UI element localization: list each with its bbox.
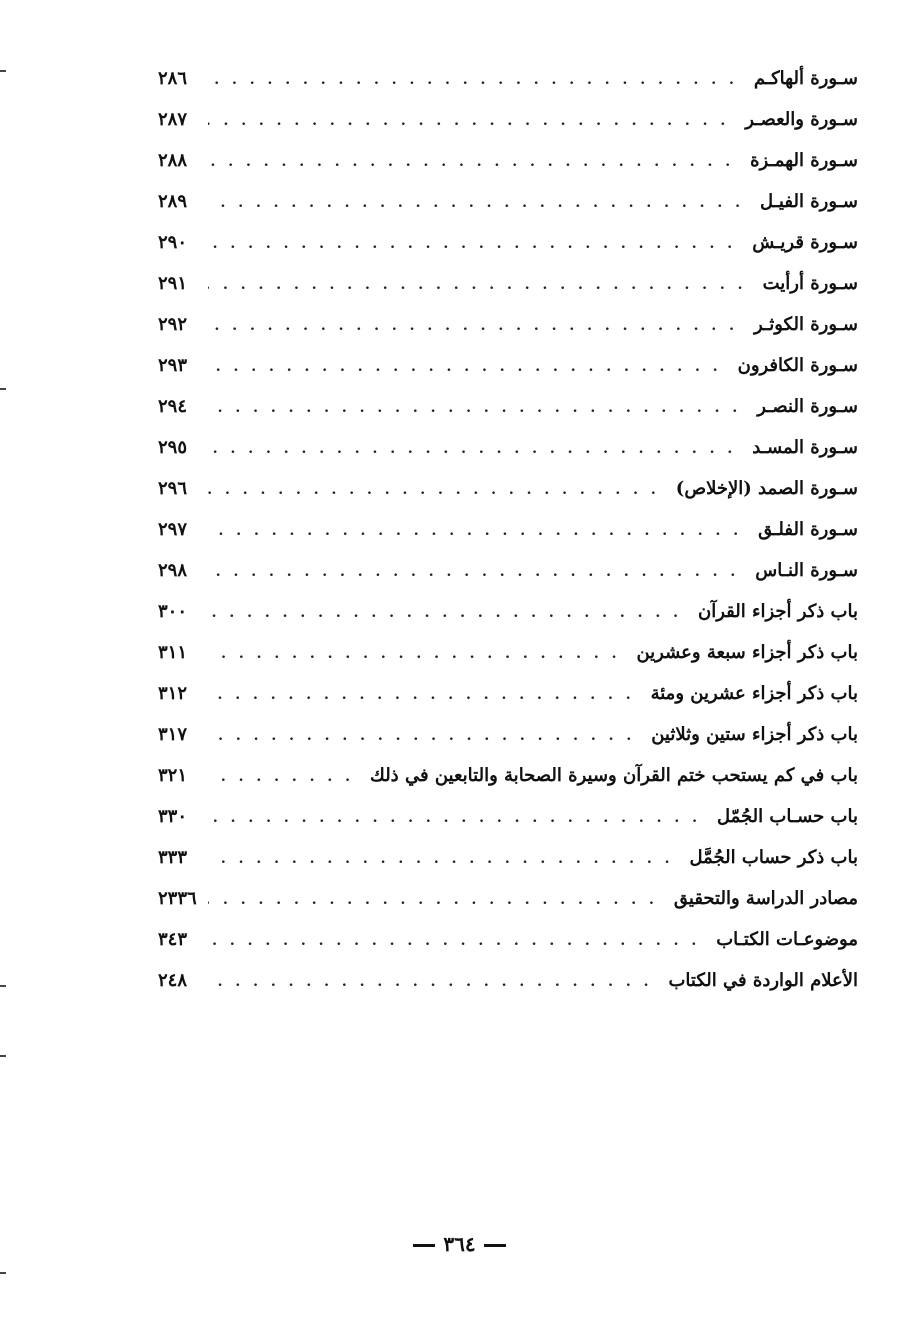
dot-leader <box>208 483 660 497</box>
dot-leader <box>208 975 652 989</box>
toc-entry-title: سـورة الصمد (الإخلاص) <box>675 478 858 499</box>
toc-entry <box>158 765 858 806</box>
toc-entry-page: ٣١١ <box>158 642 188 663</box>
toc-entry <box>158 478 858 519</box>
dot-leader <box>208 401 741 415</box>
dot-leader <box>208 811 701 825</box>
dot-leader <box>208 237 736 251</box>
toc-entry <box>158 191 858 232</box>
toc-entry-page: ٢٩١ <box>158 273 188 294</box>
scan-edge-mark <box>0 388 6 390</box>
dot-leader <box>208 893 658 907</box>
dot-leader <box>208 442 736 456</box>
toc-entry <box>158 560 858 601</box>
toc-entry-page: ٣١٧ <box>158 724 188 745</box>
dot-leader <box>208 729 635 743</box>
toc-entry-title: سـورة الفلـق <box>758 519 858 540</box>
scan-edge-mark <box>0 985 6 987</box>
dot-leader <box>208 688 635 702</box>
toc-entry <box>158 929 858 970</box>
dot-leader <box>208 196 744 210</box>
dot-leader <box>208 524 742 538</box>
toc-entry <box>158 150 858 191</box>
toc-entry-title: سـورة أرأيت <box>762 273 858 294</box>
toc-entry-page: ٢٩٠ <box>158 232 188 253</box>
dot-leader <box>208 278 747 292</box>
toc-entry-title: سـورة النـاس <box>755 560 858 581</box>
toc-entry-page: ٢٩٦ <box>158 478 188 499</box>
toc-entry-page: ٢٨٦ <box>158 68 188 89</box>
dot-leader <box>208 319 738 333</box>
dot-leader <box>208 647 620 661</box>
toc-entry <box>158 68 858 109</box>
toc-entry-title: سـورة الفيـل <box>760 191 858 212</box>
toc-entry <box>158 806 858 847</box>
toc-entry-title: سـورة والعصـر <box>745 109 858 130</box>
toc-entry <box>158 109 858 150</box>
toc-entry-page: ٣٤٣ <box>158 929 188 950</box>
toc-entry-title: الأعلام الواردة في الكتاب <box>668 970 858 991</box>
toc-entry-title: باب ذكر حساب الجُمَّل <box>689 847 858 868</box>
toc-entry <box>158 601 858 642</box>
toc-entry-page: ٢٩٣ <box>158 355 188 376</box>
toc-entry <box>158 437 858 478</box>
scan-edge-mark <box>0 1055 6 1057</box>
toc-entry-title: موضوعـات الكتـاب <box>716 929 858 950</box>
toc-entry-title: باب في كم يستحب ختم القرآن وسيرة الصحابة والتابعين في ذلك <box>370 765 858 786</box>
toc-entry-page: ٣٢١ <box>158 765 188 786</box>
page-footer <box>0 1232 919 1256</box>
toc-entry-page: ٣٠٠ <box>158 601 188 622</box>
page-number: ٣٦٤ <box>443 1232 476 1256</box>
toc-entry-page: ٢٤٨ <box>158 970 188 991</box>
toc-entry <box>158 519 858 560</box>
toc-entry <box>158 314 858 355</box>
toc-entry-page: ٢٨٩ <box>158 191 188 212</box>
toc-entry-title: باب ذكر أجزاء القرآن <box>697 601 858 622</box>
toc-entry <box>158 273 858 314</box>
dot-leader <box>208 770 354 784</box>
dot-leader <box>208 73 738 87</box>
toc-entry-page: ٢٣٣٦ <box>158 888 197 909</box>
toc-entry-title: سـورة الهمـزة <box>750 150 858 171</box>
dash-decoration <box>413 1244 435 1247</box>
toc-entry-title: سـورة الكافرون <box>737 355 858 376</box>
toc-entry-page: ٢٩٢ <box>158 314 188 335</box>
toc-entry-page: ٢٨٧ <box>158 109 188 130</box>
toc-entry <box>158 355 858 396</box>
toc-entry <box>158 724 858 765</box>
toc-entry <box>158 683 858 724</box>
toc-entry-title: باب ذكر أجزاء سبعة وعشرين <box>636 642 858 663</box>
dot-leader <box>208 934 700 948</box>
toc-entry-title: سـورة النصـر <box>757 396 858 417</box>
dot-leader <box>208 114 729 128</box>
dot-leader <box>208 852 673 866</box>
dot-leader <box>208 155 734 169</box>
scan-edge-mark <box>0 70 6 72</box>
toc-entry <box>158 232 858 273</box>
toc-entry-title: سـورة ألهاكـم <box>753 68 858 89</box>
toc-entry-title: سـورة المسـد <box>752 437 858 458</box>
toc-entry <box>158 970 858 1011</box>
toc-entry-page: ٢٩٤ <box>158 396 188 417</box>
table-of-contents <box>158 68 858 1011</box>
toc-entry-page: ٢٨٨ <box>158 150 188 171</box>
toc-entry-title: باب ذكر أجزاء ستين وثلاثين <box>651 724 858 745</box>
scan-edge-mark <box>0 1272 6 1274</box>
toc-entry-page: ٢٩٥ <box>158 437 188 458</box>
toc-entry-page: ٣١٢ <box>158 683 188 704</box>
toc-entry-title: سـورة قريـش <box>752 232 858 253</box>
toc-entry <box>158 847 858 888</box>
toc-entry-title: سـورة الكوثـر <box>754 314 858 335</box>
dot-leader <box>208 565 739 579</box>
dot-leader <box>208 360 722 374</box>
dot-leader <box>208 606 682 620</box>
toc-entry <box>158 642 858 683</box>
toc-entry <box>158 888 858 929</box>
toc-entry-page: ٢٩٧ <box>158 519 188 540</box>
toc-entry-page: ٣٣٠ <box>158 806 188 827</box>
toc-entry-page: ٢٩٨ <box>158 560 188 581</box>
toc-entry-title: مصادر الدراسة والتحقيق <box>673 888 858 909</box>
toc-entry-page: ٣٣٣ <box>158 847 188 868</box>
toc-entry <box>158 396 858 437</box>
toc-entry-title: باب ذكر أجزاء عشرين ومئة <box>650 683 858 704</box>
dash-decoration <box>484 1244 506 1247</box>
toc-entry-title: باب حسـاب الجُمّل <box>716 806 858 827</box>
